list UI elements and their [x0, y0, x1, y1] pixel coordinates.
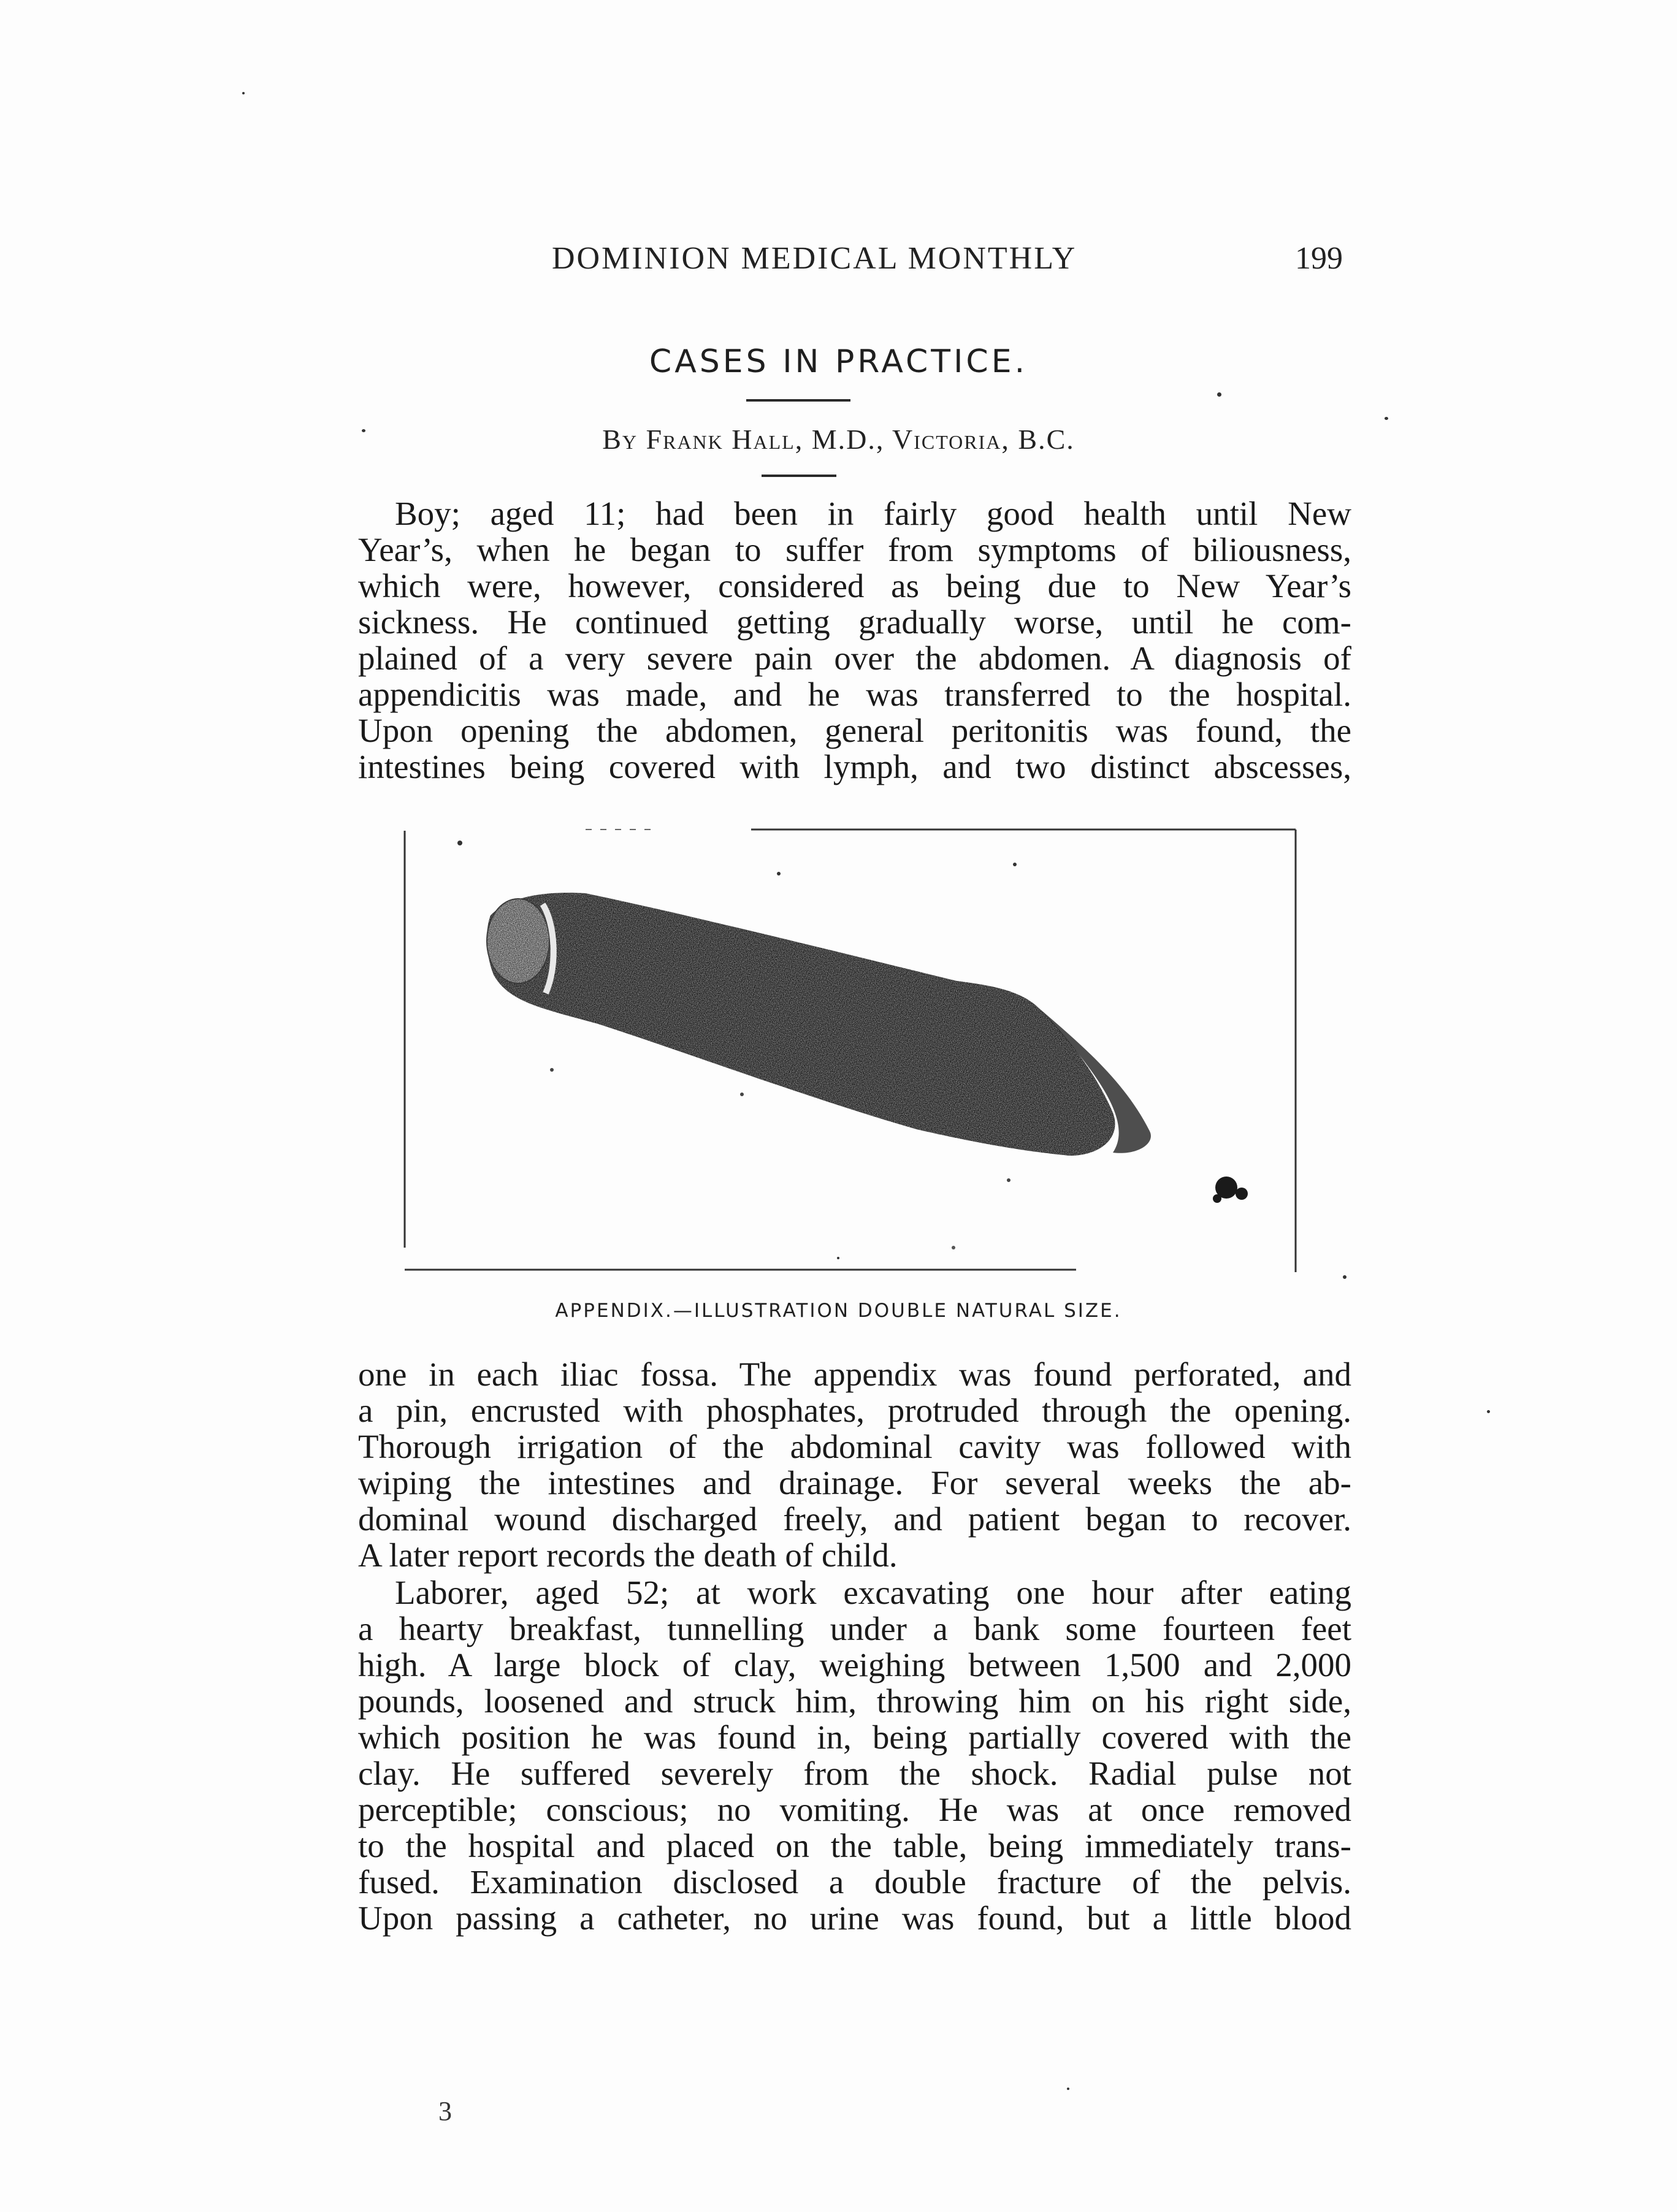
print-speck	[1343, 1275, 1347, 1279]
journal-title: DOMINION MEDICAL MONTHLY	[552, 241, 1077, 276]
print-speck	[362, 429, 365, 432]
text-line: intestines being covered with lymph, and two distinct abscesses,	[358, 748, 1351, 785]
text-line: to the hospital and placed on the table, being immediately trans-	[358, 1827, 1351, 1864]
text-line: which were, however, considered as being due to New Year’s	[358, 567, 1351, 604]
text-line: a hearty breakfast, tunnelling under a bank some fourteen feet	[358, 1610, 1351, 1647]
paragraph-1-continued	[358, 1356, 1351, 1573]
print-speck	[837, 1257, 839, 1259]
print-speck	[1385, 417, 1388, 420]
signature-mark: 3	[438, 2096, 452, 2126]
byline-rule	[762, 475, 836, 477]
text-line: Thorough irrigation of the abdominal cavity was followed with	[358, 1428, 1351, 1465]
text-line: dominal wound discharged freely, and patient began to recover.	[358, 1500, 1351, 1538]
appendix-illustration	[402, 825, 1297, 1273]
article-title: CASES IN PRACTICE.	[649, 343, 1028, 380]
text-line: high. A large block of clay, weighing between 1,500 and 2,000	[358, 1646, 1351, 1684]
text-line: Upon passing a catheter, no urine was found, but a little blood	[358, 1899, 1351, 1937]
print-speck	[1217, 392, 1221, 397]
text-line: one in each iliac fossa. The appendix was found perforated, and	[358, 1356, 1351, 1393]
text-line: wiping the intestines and drainage. For several weeks the ab-	[358, 1464, 1351, 1501]
text-line: clay. He suffered severely from the shock. Radial pulse not	[358, 1755, 1351, 1792]
text-line: fused. Examination disclosed a double fracture of the pelvis.	[358, 1863, 1351, 1901]
paragraph-1	[358, 495, 1351, 785]
print-speck	[1067, 2088, 1069, 2090]
text-line: Laborer, aged 52; at work excavating one hour after eating	[395, 1574, 1351, 1611]
text-line: sickness. He continued getting gradually worse, until he com-	[358, 603, 1351, 641]
title-rule	[746, 399, 850, 402]
text-line: Upon opening the abdomen, general peritonitis was found, the	[358, 712, 1351, 749]
text-line: A later report records the death of child.	[358, 1536, 898, 1574]
text-line: which position he was found in, being partially covered with the	[358, 1718, 1351, 1756]
print-speck	[1487, 1410, 1490, 1413]
byline: By Frank Hall, M.D., Victoria, B.C.	[602, 424, 1075, 455]
paragraph-2	[358, 1574, 1351, 1936]
print-speck	[242, 92, 245, 94]
text-line: plained of a very severe pain over the abdomen. A diagnosis of	[358, 639, 1351, 677]
figure-caption: APPENDIX.—ILLUSTRATION DOUBLE NATURAL SIZE.	[555, 1300, 1122, 1322]
text-line: a pin, encrusted with phosphates, protruded through the opening.	[358, 1392, 1351, 1429]
text-line: Boy; aged 11; had been in fairly good health until New	[395, 495, 1351, 532]
appendix-image	[402, 825, 1297, 1273]
text-line: pounds, loosened and struck him, throwing him on his right side,	[358, 1682, 1351, 1720]
page-number: 199	[1295, 241, 1343, 276]
text-line: Year’s, when he began to suffer from symptoms of biliousness,	[358, 531, 1351, 568]
text-line: appendicitis was made, and he was transferred to the hospital.	[358, 676, 1351, 713]
running-head	[0, 240, 1677, 283]
text-line: perceptible; conscious; no vomiting. He was at once removed	[358, 1791, 1351, 1828]
